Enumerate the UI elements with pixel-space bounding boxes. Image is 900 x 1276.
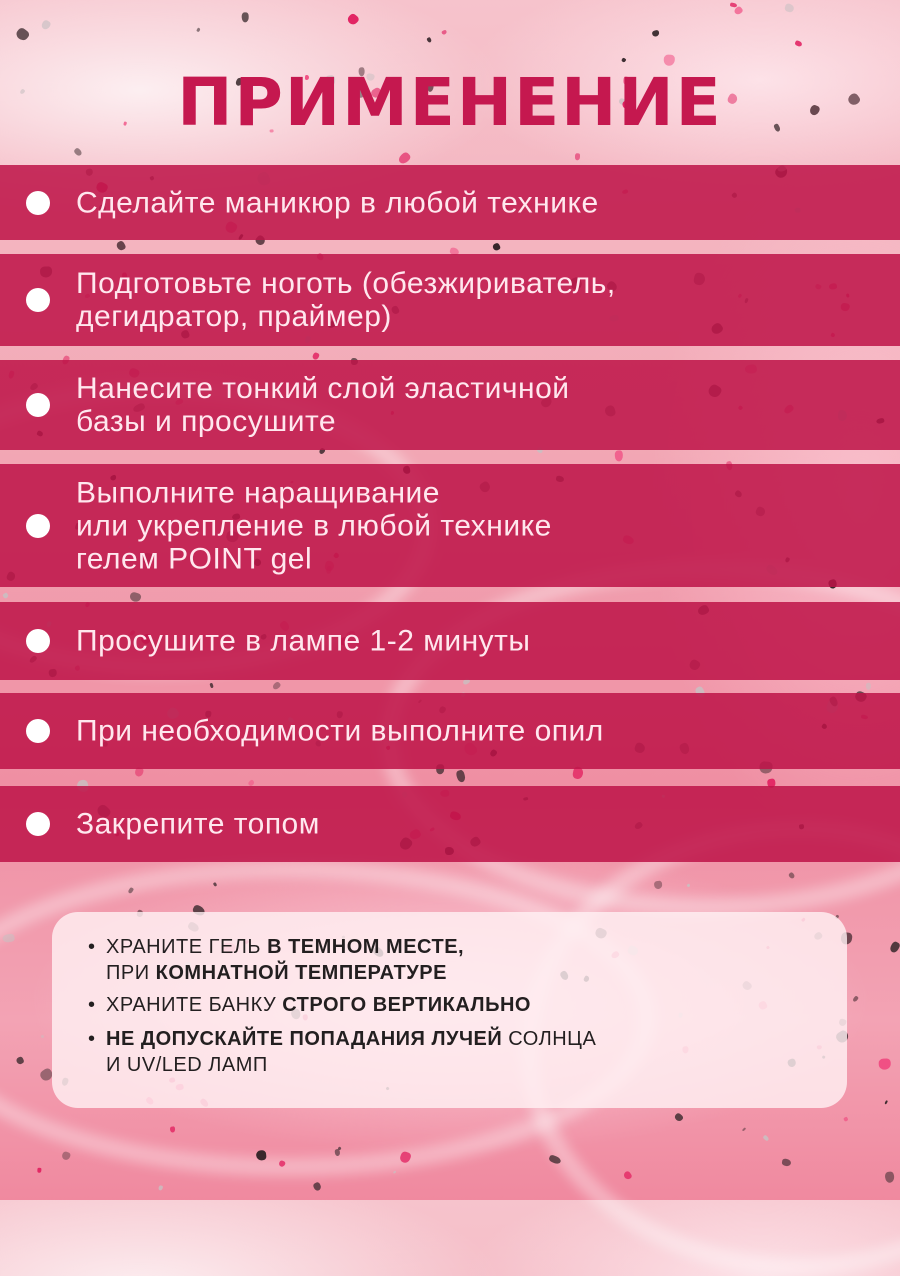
glitter-speck [865, 682, 870, 689]
note-text: ХРАНИТЕ ГЕЛЬ [106, 936, 268, 958]
step-line: дегидратор, праймер) [76, 300, 392, 333]
step-line: базы и просушите [76, 405, 337, 438]
note-line [88, 1026, 827, 1052]
bullet-dot-icon [26, 514, 50, 538]
glitter-speck [441, 30, 448, 36]
glitter-speck [116, 240, 127, 252]
step-1 [0, 165, 900, 240]
bullet-dot-icon [26, 629, 50, 653]
glitter-speck [312, 1182, 322, 1193]
note-line [88, 960, 827, 986]
storage-notes-card [52, 912, 847, 1108]
note-emphasis: КОМНАТНОЙ ТЕМПЕРАТУРЕ [155, 962, 447, 984]
glitter-speck [398, 151, 412, 165]
note-line [88, 934, 827, 960]
bullet-dot-icon [26, 393, 50, 417]
step-line: или укрепление в любой технике [76, 509, 552, 542]
glitter-speck [15, 26, 31, 42]
step-text [76, 186, 880, 219]
step-line: Нанесите тонкий слой эластичной [76, 372, 570, 405]
glitter-speck [621, 57, 626, 62]
glitter-speck [40, 19, 52, 31]
step-6 [0, 693, 900, 769]
note-text: ПРИ [106, 962, 156, 984]
glitter-speck [197, 27, 202, 32]
glitter-speck [491, 242, 500, 252]
glitter-speck [37, 1167, 41, 1172]
step-text [76, 625, 880, 658]
step-3 [0, 360, 900, 450]
glitter-speck [209, 683, 214, 689]
glitter-speck [795, 40, 803, 48]
glitter-speck [242, 12, 250, 23]
note-item-3 [88, 1026, 827, 1078]
note-line: И UV/LED ЛАМП [106, 1054, 268, 1076]
step-text [76, 808, 880, 841]
step-line: Просушите в лампе 1-2 минуты [76, 624, 531, 658]
bullet-icon: • [88, 1028, 96, 1050]
note-text: СОЛНЦА [502, 1028, 597, 1050]
bullet-icon: • [88, 936, 96, 958]
step-text [76, 267, 880, 333]
bullet-dot-icon [26, 812, 50, 836]
step-line: При необходимости выполните опил [76, 714, 604, 748]
note-item-2 [88, 992, 827, 1018]
step-5 [0, 602, 900, 680]
glitter-speck [652, 30, 660, 37]
glitter-speck [784, 3, 795, 13]
note-text: ХРАНИТЕ БАНКУ [106, 994, 283, 1016]
step-7 [0, 786, 900, 862]
bullet-dot-icon [26, 288, 50, 312]
step-2 [0, 254, 900, 346]
glitter-speck [427, 37, 432, 43]
note-emphasis: В ТЕМНОМ МЕСТЕ, [267, 936, 465, 958]
step-text [76, 715, 880, 748]
glitter-speck [393, 1171, 397, 1175]
glitter-speck [575, 153, 581, 160]
bullet-icon: • [88, 994, 96, 1016]
glitter-speck [61, 1151, 71, 1161]
step-line: Выполните наращивание [76, 476, 440, 509]
step-text [76, 372, 880, 438]
bullet-dot-icon [26, 719, 50, 743]
step-line: Сделайте маникюр в любой технике [76, 186, 599, 219]
step-line: гелем POINT gel [76, 542, 313, 575]
glitter-speck [158, 1185, 163, 1191]
note-emphasis: НЕ ДОПУСКАЙТЕ ПОПАДАНИЯ ЛУЧЕЙ [106, 1028, 503, 1050]
glitter-speck [73, 147, 83, 157]
glitter-speck [345, 12, 359, 26]
step-line: Закрепите топом [76, 807, 320, 841]
page-title: ПРИМЕНЕНИЕ [177, 64, 723, 141]
bullet-dot-icon [26, 191, 50, 215]
note-line [88, 992, 827, 1018]
note-emphasis: СТРОГО ВЕРТИКАЛЬНО [282, 994, 531, 1016]
glitter-speck [272, 681, 281, 690]
step-text [76, 476, 880, 575]
step-line: Подготовьте ноготь (обезжириватель, [76, 267, 616, 300]
glitter-speck [614, 450, 623, 462]
step-4 [0, 464, 900, 587]
note-item-1 [88, 934, 827, 986]
